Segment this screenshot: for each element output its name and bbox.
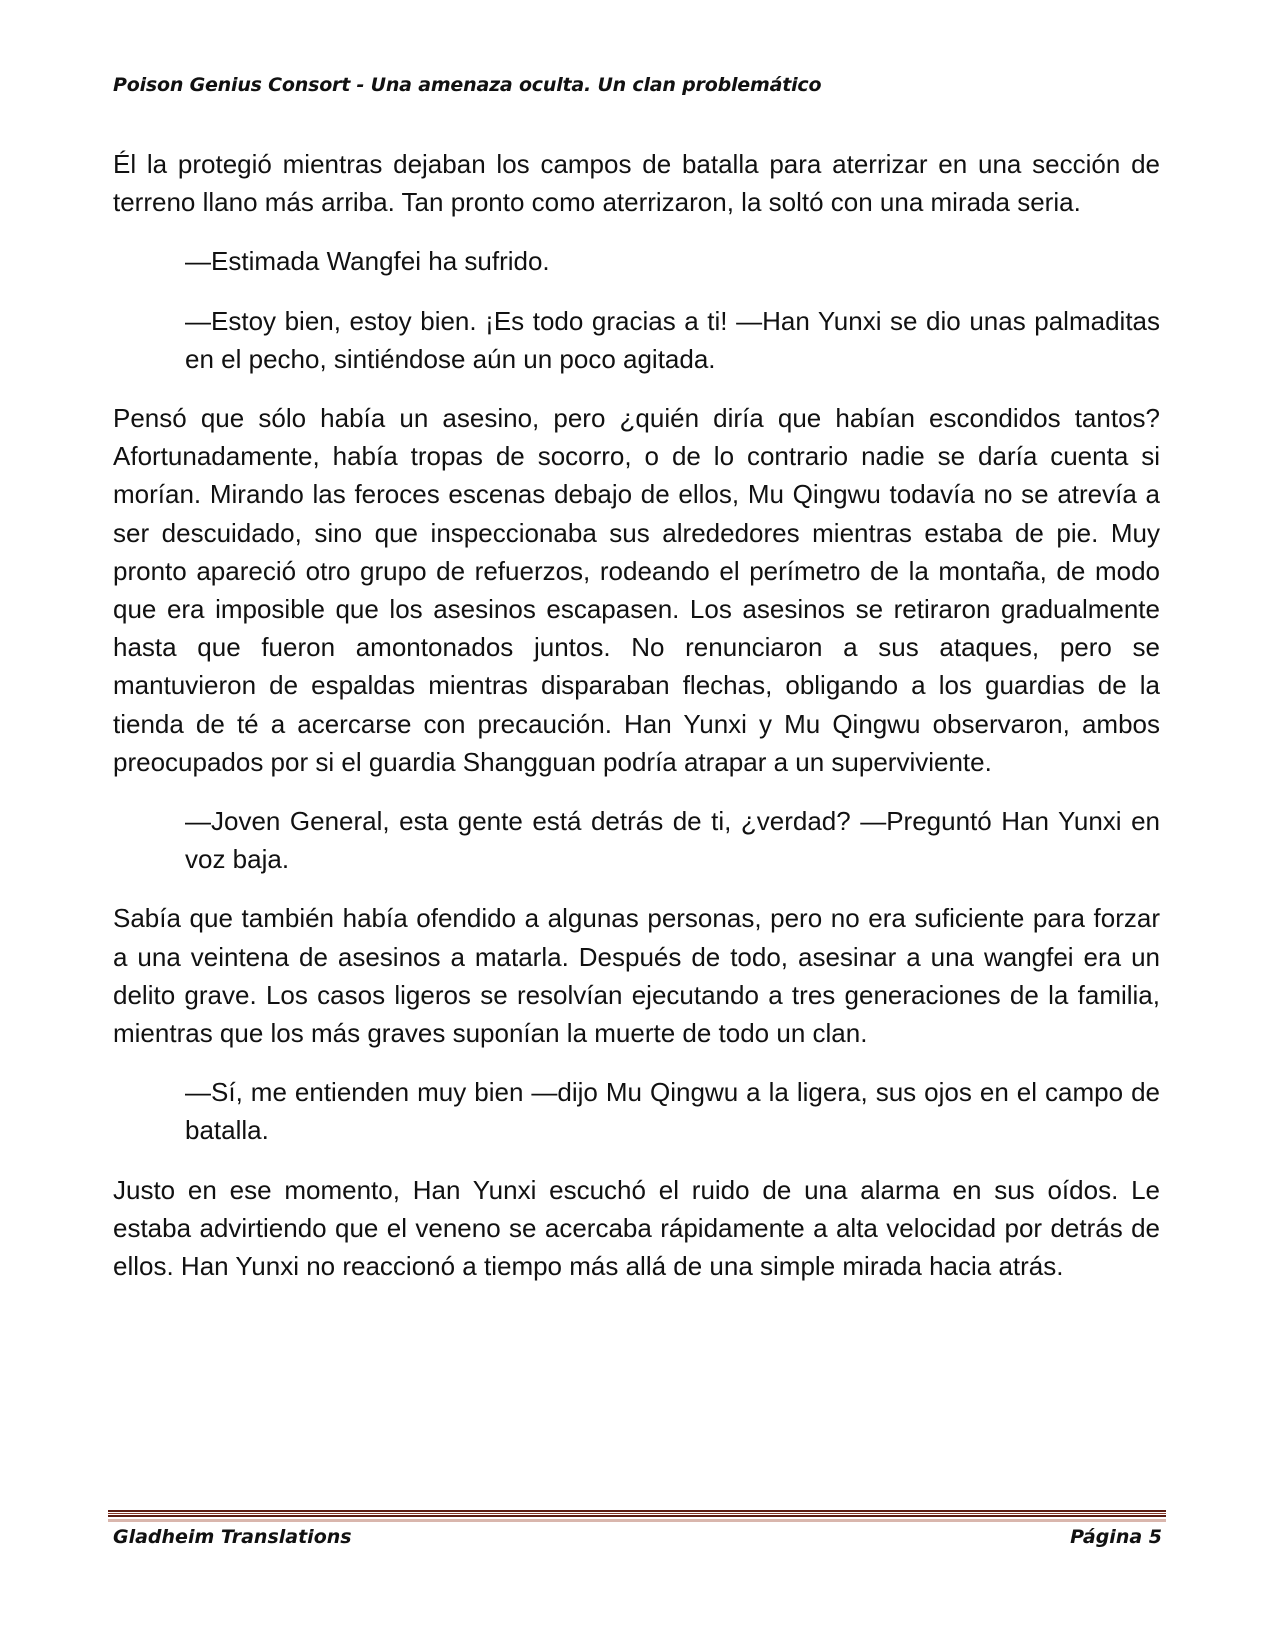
paragraph-1: Él la protegió mientras dejaban los campos de batalla para aterrizar en una sección de terreno llano más arriba. Tan pronto como aterrizaron, la soltó con una mirada seria.	[113, 149, 1160, 218]
page-header: Poison Genius Consort - Una amenaza oculta. Un clan problemático	[113, 74, 822, 96]
footer-divider	[108, 1510, 1166, 1517]
dialogue-3: —Joven General, esta gente está detrás de ti, ¿verdad? —Preguntó Han Yunxi en voz baja.	[185, 806, 1160, 875]
paragraph-4: Justo en ese momento, Han Yunxi escuchó el ruido de una alarma en sus oídos. Le estaba advirtiendo que el veneno se acercaba rápidamente a alta velocidad por detrás de ellos. Han Yunxi no reaccionó a tiempo más allá de una simple mirada hacia atrás.	[113, 1174, 1160, 1282]
footer-publisher: Gladheim Translations	[113, 1526, 352, 1548]
footer-divider-shadow	[108, 1519, 1166, 1522]
dialogue-4: —Sí, me entienden muy bien —dijo Mu Qingwu a la ligera, sus ojos en el campo de batalla.	[185, 1077, 1160, 1146]
page-number: Página 5	[1070, 1526, 1162, 1548]
page-body	[113, 145, 1160, 1306]
dialogue-2: —Estoy bien, estoy bien. ¡Es todo gracias a ti! —Han Yunxi se dio unas palmaditas en el pecho, sintiéndose aún un poco agitada.	[185, 305, 1160, 374]
dialogue-1: —Estimada Wangfei ha sufrido.	[185, 246, 550, 277]
paragraph-3: Sabía que también había ofendido a algunas personas, pero no era suficiente para forzar a una veintena de asesinos a matarla. Después de todo, asesinar a una wangfei era un delito grave. Los casos ligeros se resolvían ejecutando a tres generaciones de la familia, mientras que los más graves suponían la muerte de todo un clan.	[113, 903, 1160, 1049]
paragraph-2: Pensó que sólo había un asesino, pero ¿quién diría que habían escondidos tantos? Afortunadamente, había tropas de socorro, o de lo contrario nadie se daría cuenta si morían. Mirando las feroces escenas debajo de ellos, Mu Qingwu todavía no se atrevía a ser descuidado, sino que inspeccionaba sus alrededores mientras estaba de pie. Muy pronto apareció otro grupo de refuerzos, rodeando el perímetro de la montaña, de modo que era imposible que los asesinos escapasen. Los asesinos se retiraron gradualmente hasta que fueron amontonados juntos. No renunciaron a sus ataques, pero se mantuvieron de espaldas mientras disparaban flechas, obligando a los guardias de la tienda de té a acercarse con precaución. Han Yunxi y Mu Qingwu observaron, ambos preocupados por si el guardia Shangguan podría atrapar a un superviviente.	[113, 403, 1160, 777]
